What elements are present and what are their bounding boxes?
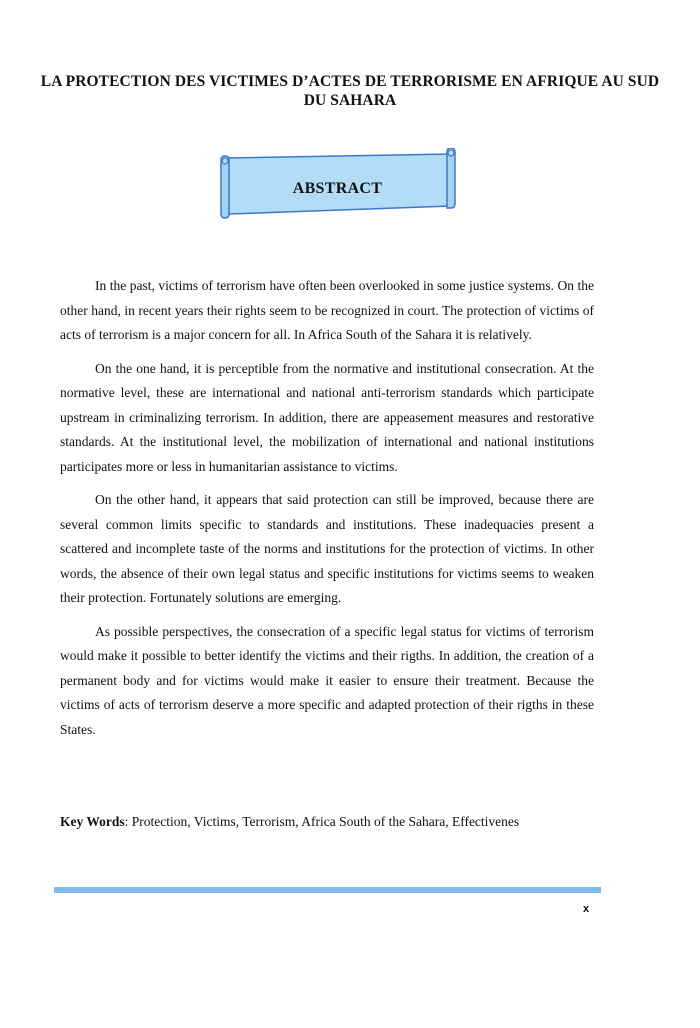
keywords-text: : Protection, Victims, Terrorism, Africa South of the Sahara, Effectivenes	[124, 814, 520, 829]
abstract-paragraph-1: In the past, victims of terrorism have often been overlooked in some justice systems. On the other hand, in recent years their rights seem to be recognized in court. The protection of victims of acts of terrorism is a major concern for all. In Africa South of the Sahara it is relatively.	[60, 278, 594, 342]
keywords-label: Key Words	[60, 814, 125, 829]
abstract-paragraph-2: On the one hand, it is perceptible from the normative and institutional consecration. At the normative level, these are international and national anti-terrorism standards which participate upstream in criminalizing terrorism. In addition, there are appeasement measures and restorative standards. At the institutional level, the mobilization of international and national institutions participates more or less in humanitarian assistance to victims.	[60, 360, 594, 474]
page-number: x	[583, 903, 590, 915]
document-title: LA PROTECTION DES VICTIMES D’ACTES DE TERRORISME EN AFRIQUE AU SUD DU SAHARA	[40, 73, 660, 110]
abstract-paragraph-3: On the other hand, it appears that said protection can still be improved, because there are several common limits specific to standards and institutions. These inadequacies present a scattered and incomplete taste of the norms and institutions for the protection of victims. In other words, the absence of their own legal status and specific institutions for victims seems to weaken their protection. Fortunately solutions are emerging.	[60, 492, 594, 605]
abstract-body	[60, 274, 594, 751]
keywords-line	[60, 812, 620, 832]
abstract-heading: ABSTRACT	[292, 180, 383, 197]
abstract-paragraph-4: As possible perspectives, the consecration of a specific legal status for victims of terrorism would make it possible to better identify the victims and their rigths. In addition, the creation of a permanent body and for victims would make it easier to ensure their treatment. Because the victims of acts of terrorism deserve a more specific and adapted protection of their rigths in these States.	[60, 623, 594, 737]
abstract-scroll-banner	[215, 148, 460, 220]
footer-rule	[54, 887, 601, 893]
